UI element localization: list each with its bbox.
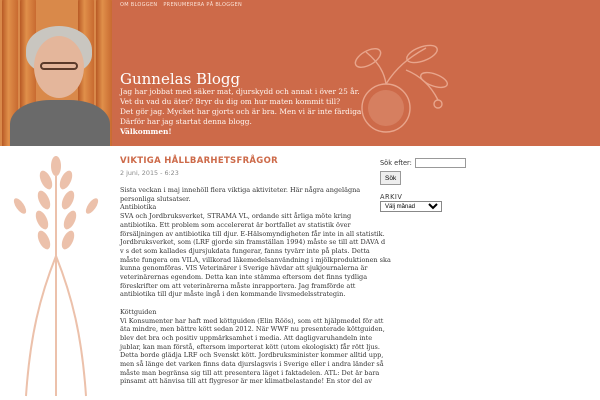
archive-select[interactable]: [380, 201, 442, 212]
post-date: 2 juni, 2015 - 6:23: [120, 169, 179, 177]
post-line: v s det som kallades djursjukdata fungerar, fanns tyvärr inte på plats. Detta: [120, 246, 370, 255]
post-line: men så länge det varken finns data djurslagsvis i Sverige eller i andra länder så: [120, 360, 384, 369]
post-line: kunna genomföras. VIS Veterinärer i Sverige hävdar att sjukjournalerna är: [120, 264, 368, 273]
post-line: måste man begränsa sig till att presentera läget i faktadelen. ATL: Det är bara: [120, 368, 380, 377]
post-line: blev det bra och positiv uppmärksamhet i media. Att dagligvaruhandeln inte: [120, 333, 373, 342]
post-line: Sista veckan i maj innehöll flera viktiga aktiviteter. Här några angelägna: [120, 186, 361, 194]
post-line: Jordbruksverket, som (LRF gjorde sin framställan 1994) måste se till att DAVA d: [120, 238, 386, 247]
post-line: Vi Konsumenter har haft med köttguiden (Elin Röös), som ett hjälpmedel för att: [120, 316, 384, 325]
sidebar: [380, 158, 466, 212]
description-line: Jag har jobbat med säker mat, djurskydd och annat i över 25 år.: [120, 87, 360, 96]
post-line: veterinärernas egendom. Detta kan inte stämma eftersom det finns tydliga: [120, 273, 368, 282]
post-line: Köttguiden: [120, 307, 157, 316]
nav-link-about[interactable]: OM BLOGGEN: [120, 2, 158, 8]
post-line: äta mindre, men bättre kött sedan 2012. När WWF nu presenterade köttguiden,: [120, 325, 385, 334]
archive-title: ARKIV: [380, 193, 403, 201]
description-line: Vet du vad du äter? Bryr du dig om hur maten kommit till?: [120, 97, 341, 106]
blog-header: [0, 0, 600, 146]
search-button[interactable]: Sök: [380, 171, 401, 185]
search-label: Sök efter:: [380, 159, 412, 167]
vegetable-illustration-icon: [346, 40, 456, 140]
blog-title[interactable]: Gunnelas Blogg: [120, 70, 241, 88]
wheat-illustration-icon: [0, 146, 112, 400]
post-line: måste fungera om VILA, villkorad läkemedelsanvändning i mjölkproduktionen ska: [120, 255, 391, 264]
post-line: pinsamt att hänvisa till att flygresor är mer klimatbelastande! En stor del av: [120, 377, 372, 386]
blog-description: [120, 87, 364, 137]
search-input[interactable]: [415, 158, 466, 168]
post-line: personliga slutsatser.: [120, 194, 191, 203]
post-line: Detta borde glädja LRF och Svenskt kött. Jordbruksminister kommer alltid upp,: [120, 351, 384, 360]
post-line: antibiotika till djur måste ingå i den kommande livsmedelsstrategin.: [120, 290, 346, 299]
post-line: föreskrifter om att veterinärerna måste inrapportera. Jag framförde att: [120, 281, 356, 290]
welcome-text: Välkommen!: [120, 127, 172, 136]
paragraph-gap: [120, 299, 370, 308]
nav-link-subscribe[interactable]: PRENUMERERA PÅ BLOGGEN: [163, 2, 243, 8]
description-line: Det gör jag. Mycket har gjorts och är bra. Men vi är inte färdiga.: [120, 107, 364, 116]
top-nav: [120, 2, 246, 8]
post-line: Antibiotika: [120, 203, 157, 212]
post-line: SVA och Jordbruksverket, STRAMA VL, ordande sitt årliga möte kring: [120, 212, 352, 221]
author-photo: [0, 0, 112, 146]
post-line: försäljningen av antibiotika till djur. E-Hälsomyndigheten får inte in all statistik.: [120, 229, 385, 238]
post-line: jublar, kan man förstå, eftersom importerat kött (utom ekologiskt) får rött ljus.: [120, 342, 380, 351]
search-row: [380, 158, 466, 168]
post-body: [120, 186, 391, 386]
post-line: antibiotika. Ett problem som accelererat är bortfallet av statistik över: [120, 220, 351, 229]
description-line: Därför har jag startat denna blogg.: [120, 117, 252, 126]
post-title[interactable]: VIKTIGA HÅLLBARHETSFRÅGOR: [120, 156, 278, 166]
